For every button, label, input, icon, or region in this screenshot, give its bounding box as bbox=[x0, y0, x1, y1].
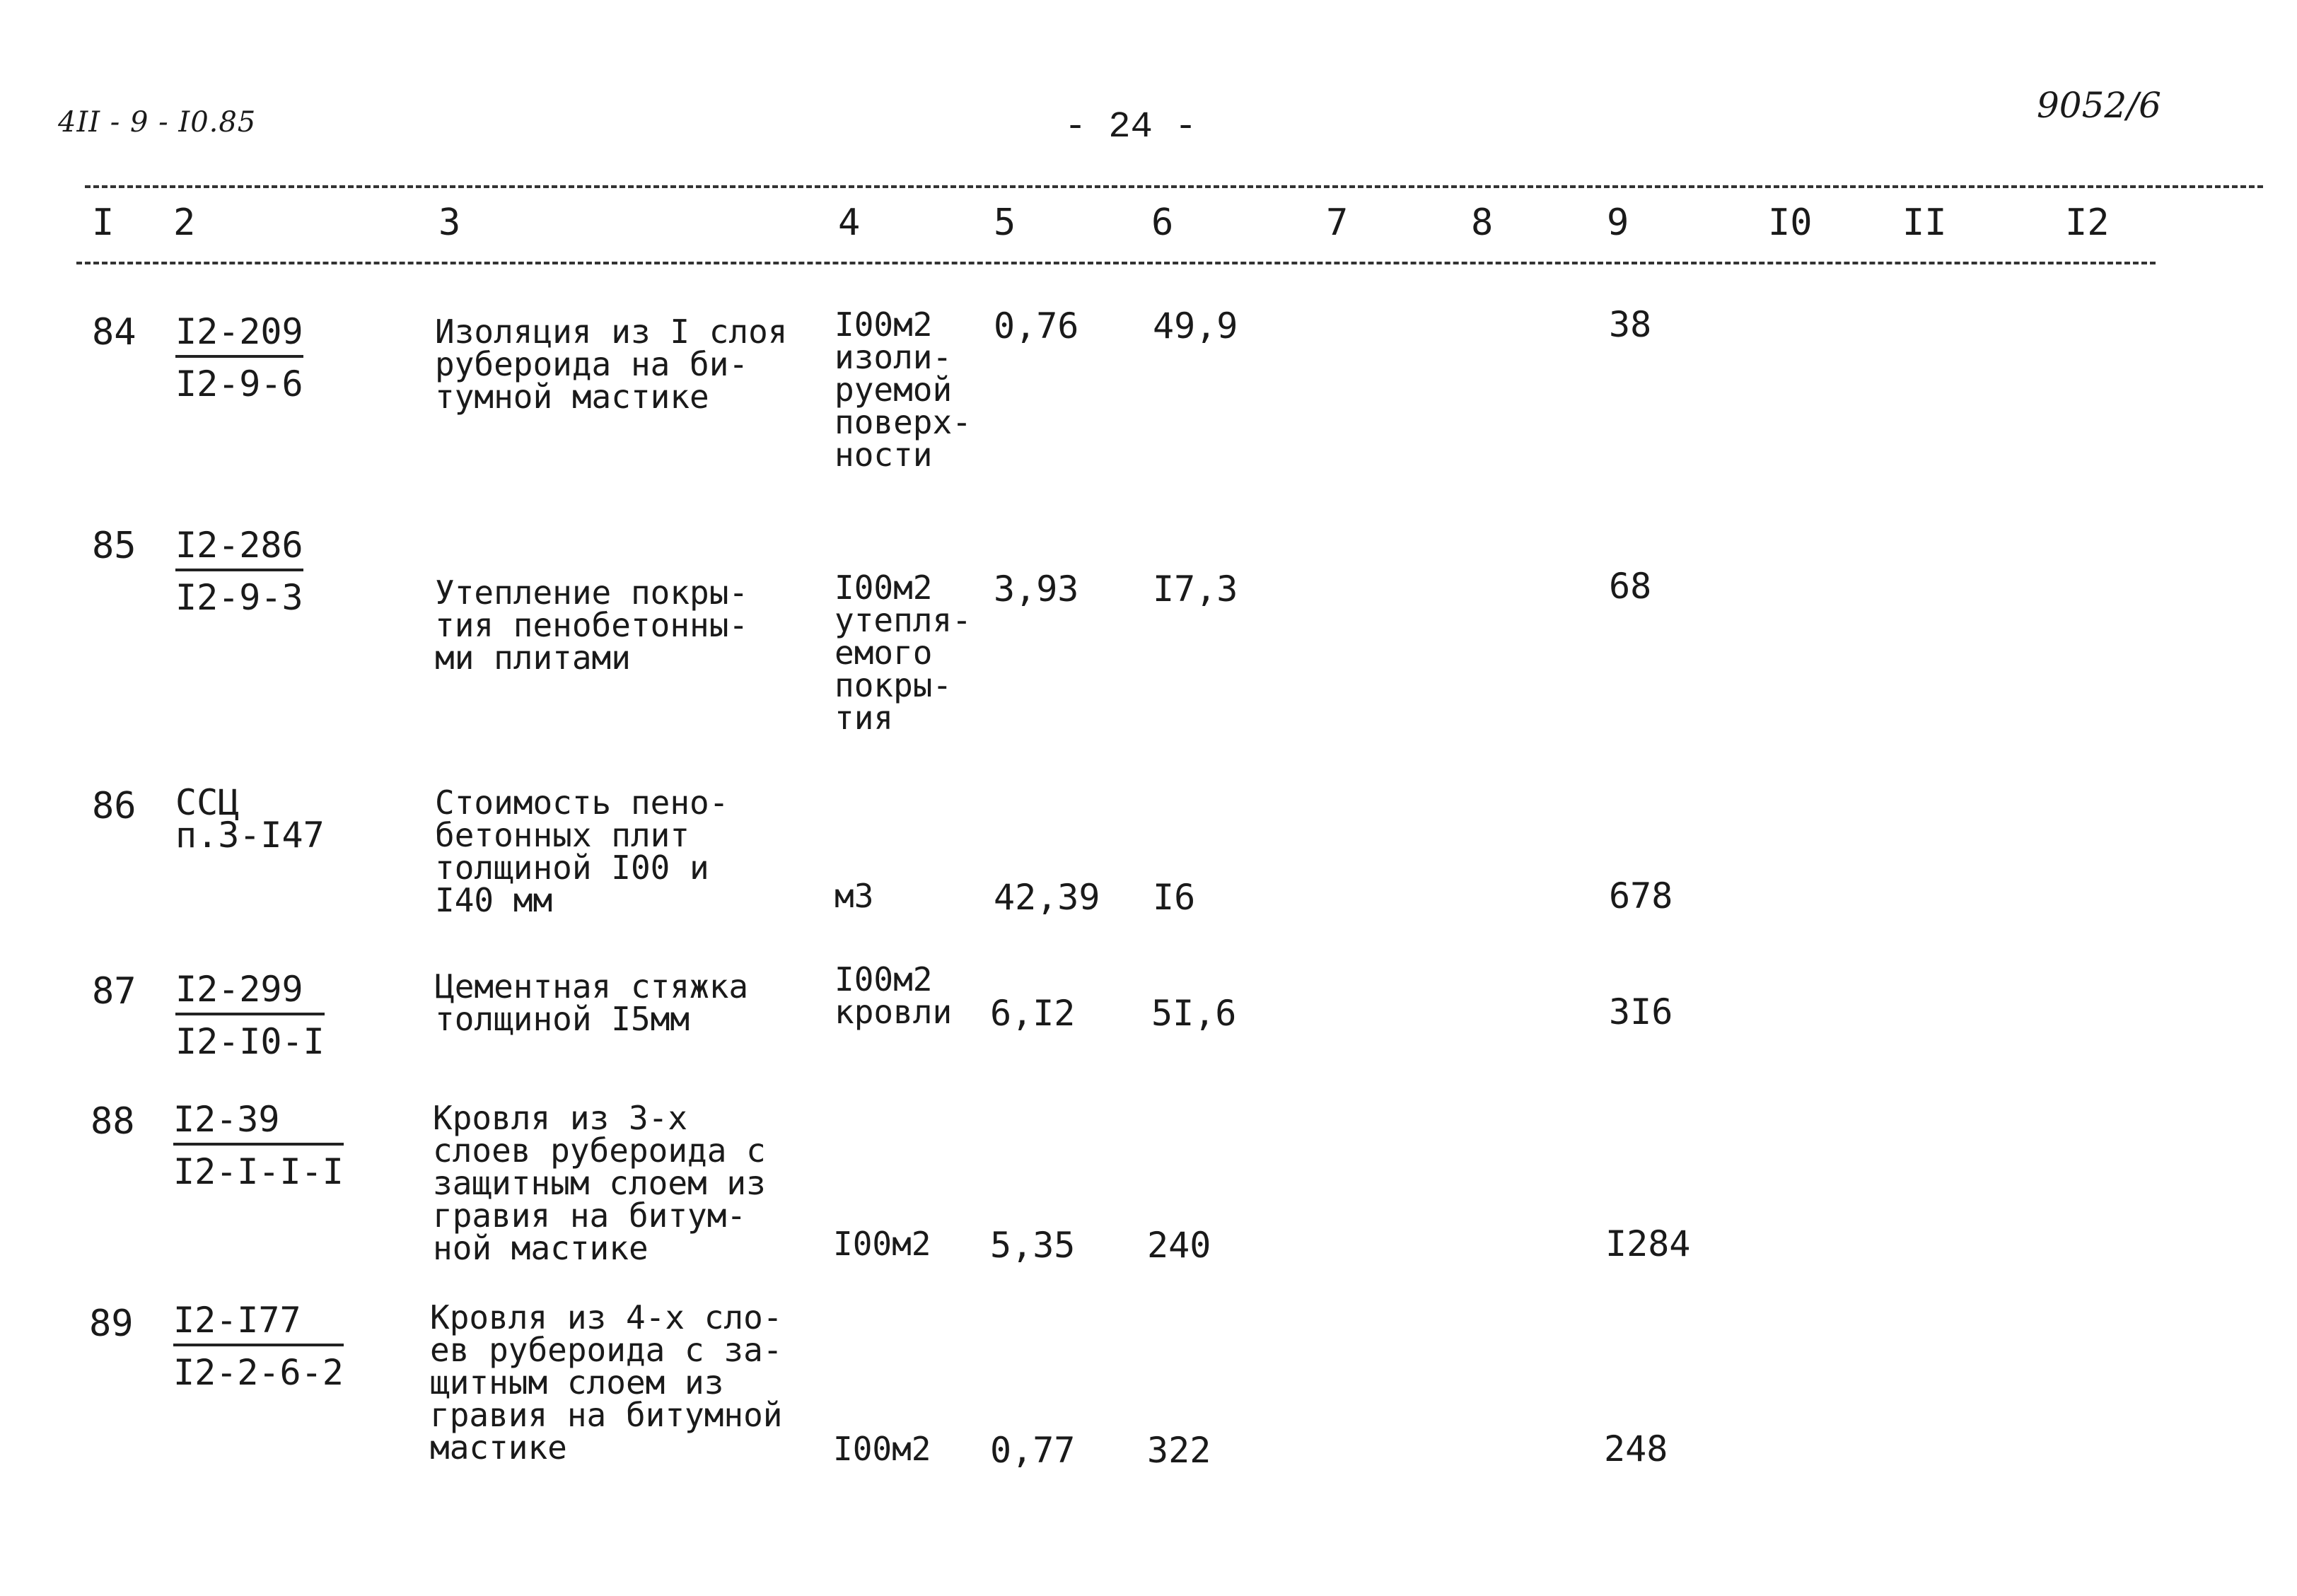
unit-of-measure: I00м2 кровли bbox=[835, 960, 953, 1031]
rate-code bbox=[173, 1300, 344, 1393]
sheet-code: 9052/6 bbox=[2037, 85, 2161, 126]
work-description: Кровля из 3-х слоев рубероида с защитным слоем из гравия на битум- ной мастике bbox=[433, 1099, 766, 1267]
column-header: 4 bbox=[838, 202, 861, 244]
row-number: 87 bbox=[92, 970, 136, 1013]
unit-of-measure: I00м2 bbox=[833, 1225, 931, 1263]
column-header: 2 bbox=[173, 202, 196, 244]
rate-code bbox=[175, 782, 325, 856]
rate-code-top: I2-299 bbox=[175, 969, 325, 1015]
unit-price: 49,9 bbox=[1153, 305, 1238, 346]
total-cost: 678 bbox=[1609, 875, 1673, 916]
unit-of-measure: м3 bbox=[835, 877, 874, 915]
rate-code bbox=[175, 969, 325, 1062]
unit-price: 240 bbox=[1147, 1225, 1211, 1266]
total-cost: 3I6 bbox=[1609, 991, 1673, 1032]
unit-price: 322 bbox=[1147, 1430, 1211, 1471]
quantity: 6,I2 bbox=[990, 993, 1076, 1034]
row-number: 85 bbox=[92, 525, 136, 567]
column-header: I bbox=[92, 202, 115, 244]
rate-code-bottom: I2-I0-I bbox=[175, 1021, 325, 1062]
total-cost: 68 bbox=[1609, 566, 1652, 607]
total-cost: I284 bbox=[1605, 1223, 1691, 1264]
total-cost: 38 bbox=[1609, 304, 1652, 345]
header-rule bbox=[76, 262, 2156, 264]
rate-code bbox=[173, 1099, 344, 1192]
column-header: I0 bbox=[1768, 202, 1813, 244]
page-number: - 24 - bbox=[1064, 106, 1197, 148]
rate-code-bottom: I2-2-6-2 bbox=[173, 1352, 344, 1393]
column-header: II bbox=[1902, 202, 1947, 244]
quantity: 5,35 bbox=[990, 1225, 1076, 1266]
work-description: Утепление покры- тия пенобетонны- ми плитами bbox=[435, 573, 749, 677]
rate-code-top: I2-I77 bbox=[173, 1300, 344, 1346]
rate-code-top: I2-286 bbox=[175, 525, 303, 571]
total-cost: 248 bbox=[1604, 1428, 1668, 1469]
work-description: Стоимость пено- бетонных плит толщиной I00 и I40 мм bbox=[435, 784, 729, 919]
column-header: 3 bbox=[438, 202, 461, 244]
rate-code-bottom: I2-9-6 bbox=[175, 363, 303, 404]
unit-of-measure: I00м2 bbox=[833, 1430, 931, 1468]
unit-price: I7,3 bbox=[1153, 569, 1238, 610]
rate-code-bottom: I2-9-3 bbox=[175, 577, 303, 618]
rate-code-bottom: I2-I-I-I bbox=[173, 1151, 344, 1192]
quantity: 3,93 bbox=[994, 569, 1079, 610]
work-description: Цементная стяжка толщиной I5мм bbox=[435, 967, 749, 1038]
rate-code-top: I2-39 bbox=[173, 1099, 344, 1146]
unit-price: I6 bbox=[1153, 877, 1196, 918]
row-number: 88 bbox=[91, 1100, 135, 1143]
column-header: I2 bbox=[2065, 202, 2110, 244]
column-header: 8 bbox=[1471, 202, 1494, 244]
rate-code-top: I2-209 bbox=[175, 311, 303, 358]
unit-of-measure: I00м2 утепля- емого покры- тия bbox=[835, 569, 972, 737]
top-rule bbox=[85, 185, 2263, 188]
row-number: 86 bbox=[92, 785, 136, 827]
column-header: 7 bbox=[1326, 202, 1349, 244]
unit-of-measure: I00м2 изоли- руемой поверх- ности bbox=[835, 305, 972, 474]
unit-price: 5I,6 bbox=[1151, 993, 1237, 1034]
work-description: Изоляция из I слоя рубероида на би- тумной мастике bbox=[435, 313, 788, 416]
rate-code-top: ССЦ bbox=[175, 782, 240, 823]
work-description: Кровля из 4-х сло- ев рубероида с за- щитным слоем из гравия на битумной мастике bbox=[430, 1298, 783, 1467]
document-code: 4II - 9 - I0.85 bbox=[58, 106, 257, 139]
quantity: 42,39 bbox=[994, 877, 1100, 918]
quantity: 0,77 bbox=[990, 1430, 1076, 1471]
column-header: 6 bbox=[1151, 202, 1174, 244]
quantity: 0,76 bbox=[994, 305, 1079, 346]
row-number: 84 bbox=[92, 311, 136, 354]
column-header: 9 bbox=[1607, 202, 1629, 244]
column-header: 5 bbox=[994, 202, 1016, 244]
rate-code bbox=[175, 525, 303, 618]
row-number: 89 bbox=[89, 1303, 134, 1345]
rate-code bbox=[175, 311, 303, 404]
rate-code-bottom: п.3-I47 bbox=[175, 815, 325, 856]
